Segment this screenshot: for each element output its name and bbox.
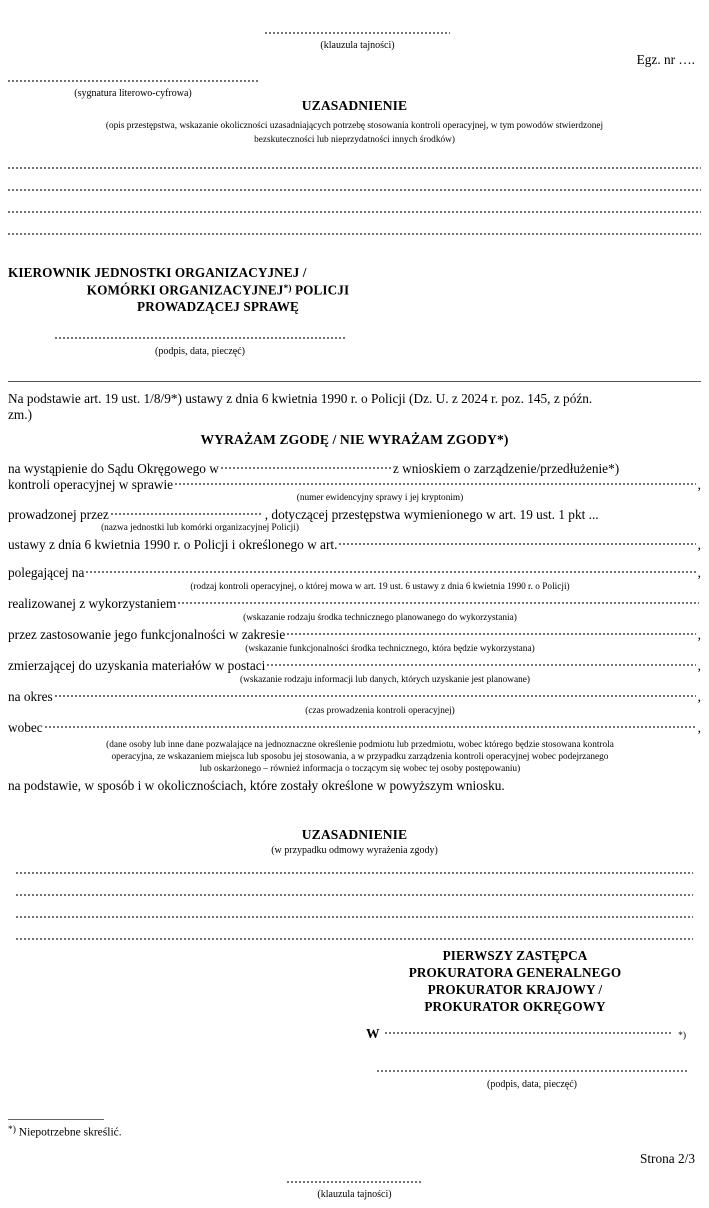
field-case-number-prefix: kontroli operacyjnej w sprawie: [8, 477, 174, 492]
field-functionality-suffix: ,: [697, 627, 701, 642]
classification-footer-field: [287, 1177, 422, 1201]
field-material-type-prefix: zmierzającej do uzyskania materiałów w postaci: [8, 658, 266, 673]
authority-line-2: [8, 281, 428, 298]
prosecutor-location-label: W: [366, 1026, 380, 1041]
prosecutor-line-3: PROKURATOR KRAJOWY /: [427, 982, 603, 997]
field-article-prefix: ustawy z dnia 6 kwietnia 1990 r. o Policji i określonego w art.: [8, 537, 338, 552]
field-material-type-suffix: ,: [697, 658, 701, 673]
write-line: [16, 912, 693, 922]
field-control-type-prefix: polegającej na: [8, 565, 85, 580]
field-court-city-input[interactable]: [221, 463, 391, 473]
classification-footer-caption: (klauzula tajności): [317, 1189, 392, 1200]
write-line: [8, 163, 701, 173]
field-case-number-note: (numer ewidencyjny sprawy i jej kryptonim): [296, 493, 464, 503]
field-functionality-input[interactable]: [287, 629, 695, 639]
footnote-block: [8, 1119, 308, 1140]
authority-signature-caption: (podpis, data, pieczęć): [155, 346, 245, 357]
justification-top-write-area: [8, 163, 701, 239]
write-line: [8, 207, 701, 217]
field-article-input[interactable]: [339, 539, 695, 549]
footnote-text-row: [8, 1122, 308, 1140]
signature-header-dots: [8, 76, 258, 86]
prosecutor-signature-dots: [377, 1066, 687, 1076]
field-subject-prefix: wobec: [8, 720, 43, 735]
field-subject-note-line2: operacyjna, ze wskazaniem miejsca lub sposobu jej stosowania, a w przypadku zarządzenia kontroli operacyjnej wobec podejrzanego: [111, 752, 609, 762]
prosecutor-line-2: PROKURATORA GENERALNEGO: [408, 965, 622, 980]
write-line: [8, 185, 701, 195]
authority-line-2-text-b: POLICJI: [291, 282, 350, 298]
classification-footer-dots: [287, 1177, 422, 1187]
authority-signature-dots: [55, 333, 345, 343]
authority-line-2-marker: *): [283, 284, 292, 294]
field-technical-means: [8, 596, 701, 612]
authority-signature-field: [55, 333, 345, 358]
authority-line-3: PROWADZĄCEJ SPRAWĘ: [137, 299, 299, 315]
prosecutor-line-1: PIERWSZY ZASTĘPCA: [442, 948, 588, 963]
page-number: Strona 2/3: [639, 1151, 695, 1166]
field-unit-name-note: (nazwa jednostki lub komórki organizacyjnej Policji): [101, 523, 299, 533]
field-technical-means-note: (wskazanie rodzaju środka technicznego planowanego do wykorzystania): [243, 613, 517, 623]
footnote-text: Niepotrzebne skreślić.: [15, 1126, 122, 1139]
field-court-city-suffix: z wnioskiem o zarządzenie/przedłużenie*): [392, 461, 620, 476]
prosecutor-block: [350, 947, 680, 1015]
classification-header-caption: (klauzula tajności): [320, 40, 395, 51]
prosecutor-location-marker: *): [678, 1031, 686, 1041]
field-subject-suffix: ,: [697, 720, 701, 735]
field-control-type-suffix: ,: [697, 565, 701, 580]
justification-bottom-title: UZASADNIENIE: [301, 827, 408, 842]
classification-header-field: [265, 28, 450, 52]
field-functionality: [8, 627, 701, 643]
field-unit-name-suffix: , dotyczącej przestępstwa wymienionego w art. 19 ust. 1 pkt ...: [264, 507, 599, 522]
decision-heading: WYRAŻAM ZGODĘ / NIE WYRAŻAM ZGODY*): [200, 432, 509, 447]
field-subject: [8, 720, 701, 736]
field-technical-means-input[interactable]: [178, 598, 699, 608]
prosecutor-location-field: [366, 1025, 686, 1042]
field-control-type-input[interactable]: [86, 567, 695, 577]
field-control-type: [8, 565, 701, 581]
copy-number: Egz. nr ….: [636, 52, 695, 67]
justification-bottom-subtitle: (w przypadku odmowy wyrażenia zgody): [271, 845, 438, 856]
write-line: [8, 229, 701, 239]
field-duration-input[interactable]: [55, 691, 696, 701]
field-case-number-suffix: ,: [697, 477, 701, 492]
field-case-number-input[interactable]: [175, 479, 696, 489]
justification-top-title: UZASADNIENIE: [301, 98, 408, 113]
field-case-number: [8, 477, 701, 493]
field-duration-note: (czas prowadzenia kontroli operacyjnej): [305, 706, 455, 716]
justification-top-subtitle-line1: (opis przestępstwa, wskazanie okoliczności uzasadniających potrzebę stosowania kontroli operacyjnej, w tym powodów stwierdzonej: [105, 121, 604, 131]
field-article-suffix: ,: [697, 537, 701, 552]
field-subject-note-line1: (dane osoby lub inne dane pozwalające na jednoznaczne określenie podmiotu lub przedmiotu, wobec którego będzie stosowana kontrola: [106, 740, 614, 750]
prosecutor-signature-caption: (podpis, data, pieczęć): [487, 1079, 577, 1090]
prosecutor-signature-field: [377, 1066, 687, 1091]
prosecutor-location-input[interactable]: [385, 1028, 673, 1038]
justification-top-subtitle-line2: bezskuteczności lub nieprzydatności innych środków): [254, 135, 455, 145]
decision-closing-sentence: na podstawie, w sposób i w okolicznościach, które zostały określone w powyższym wniosku.: [8, 778, 505, 793]
write-line: [16, 934, 693, 944]
legal-basis-line-1: Na podstawie art. 19 ust. 1/8/9*) ustawy z dnia 6 kwietnia 1990 r. o Policji (Dz. U. z 2024 r. poz. 145, z późn.: [8, 391, 593, 406]
field-unit-name: [8, 507, 701, 523]
field-court-city-prefix: na wystąpienie do Sądu Okręgowego w: [8, 461, 219, 476]
authority-line-2-text: KOMÓRKI ORGANIZACYJNEJ: [86, 282, 284, 298]
write-line: [16, 868, 693, 878]
legal-basis-line-2: zm.): [8, 407, 32, 422]
footnote-rule: [8, 1119, 104, 1120]
field-unit-name-input[interactable]: [111, 509, 263, 519]
field-material-type: [8, 658, 701, 674]
field-court-city: [8, 461, 701, 477]
field-functionality-note: (wskazanie funkcjonalności środka technicznego, która będzie wykorzystana): [245, 644, 535, 654]
justification-bottom-write-area: [16, 868, 693, 944]
signature-header-caption: (sygnatura literowo-cyfrowa): [74, 88, 192, 99]
field-subject-note-line3: lub oskarżonego – również informacja o toczącym się wobec tej osoby postępowaniu): [199, 764, 521, 774]
field-duration-prefix: na okres: [8, 689, 53, 704]
field-subject-input[interactable]: [45, 722, 696, 732]
field-technical-means-prefix: realizowanej z wykorzystaniem: [8, 596, 177, 611]
classification-header-dots: [265, 28, 450, 38]
prosecutor-line-4: PROKURATOR OKRĘGOWY: [424, 999, 606, 1014]
write-line: [16, 890, 693, 900]
authority-line-1: KIEROWNIK JEDNOSTKI ORGANIZACYJNEJ /: [8, 265, 307, 280]
field-unit-name-prefix: prowadzonej przez: [8, 507, 109, 522]
field-control-type-note: (rodzaj kontroli operacyjnej, o której mowa w art. 19 ust. 6 ustawy z dnia 6 kwietnia 1990 r. o Policji): [190, 582, 570, 592]
field-article: [8, 537, 701, 553]
authority-block: [8, 264, 428, 315]
field-functionality-prefix: przez zastosowanie jego funkcjonalności w zakresie: [8, 627, 286, 642]
field-duration: [8, 689, 701, 705]
field-duration-suffix: ,: [697, 689, 701, 704]
field-material-type-input[interactable]: [267, 660, 695, 670]
footnote-marker: *): [8, 1125, 16, 1135]
field-material-type-note: (wskazanie rodzaju informacji lub danych, których uzyskanie jest planowane): [240, 675, 530, 685]
section-divider: [8, 381, 701, 382]
